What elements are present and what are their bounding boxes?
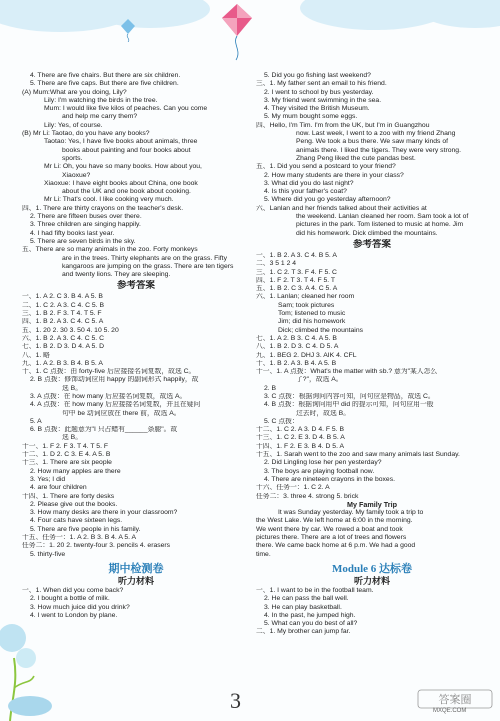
- text-line: 5. Did you go fishing last weekend?: [264, 72, 371, 79]
- text-line: 4. B 点拨：根据询问用中 did 的提示可知，问句应用一般: [264, 401, 434, 409]
- text-line: 十一、1. F 2. F 3. T 4. T 5. F: [22, 442, 108, 450]
- text-line: about the UK and one book about cooking.: [62, 188, 191, 196]
- text-line: 四、1. F 2. T 3. T 4. F 5. T: [256, 276, 336, 284]
- text-line: the West Lake. We left home at 6:00 in the morning.: [256, 517, 413, 525]
- text-line: 5. My mum bought some eggs.: [264, 113, 358, 121]
- text-line: 过去时，故选 B。: [296, 409, 350, 417]
- text-line: there. We came back home at 6 p.m. We had a good: [256, 542, 416, 550]
- text-line: sports.: [62, 154, 83, 162]
- text-line: Xiaoxue: I have eight books about China, one book: [44, 179, 198, 187]
- text-line: 十四、1. There are forty desks: [22, 492, 115, 500]
- text-line: and twenty lions. They are sleeping.: [62, 271, 171, 279]
- trip-lines: [256, 509, 488, 559]
- text-line: 六、Lanlan and her friends talked about their activities at: [256, 204, 427, 212]
- text-line: 四、Hello, I'm Tim. I'm from the UK, but I'm in Guangzhou: [256, 121, 430, 129]
- text-line: Xiaoxue?: [62, 171, 91, 179]
- text-line: Peng. We took a bus there. We saw many kinds of: [296, 138, 449, 146]
- text-line: 八、1. 略: [22, 351, 50, 359]
- text-line: 二、3 5 1 2 4: [256, 260, 297, 268]
- text-line: books about painting and four books about: [62, 146, 191, 154]
- text-line: 六、1. Lanlan; cleaned her room: [256, 293, 355, 301]
- text-line: Lily: I'm watching the birds in the tree.: [44, 96, 158, 104]
- text-line: 三、1. My father sent an email to his friend.: [256, 80, 387, 88]
- answer-key-heading: 参考答案: [352, 239, 391, 250]
- text-line: animals there. I liked the tigers. They were very strong.: [296, 146, 461, 154]
- left-column: [22, 72, 250, 620]
- text-line: 2. I bought a bottle of milk.: [30, 595, 110, 603]
- text-line: 十三、1. C 2. E 3. D 4. B 5. A: [256, 434, 345, 442]
- text-line: Mr Li: That's cool. I like cooking very much.: [44, 196, 174, 204]
- text-line: 十三、1. There are six people: [22, 459, 112, 467]
- text-line: 选 B。: [62, 384, 83, 392]
- text-line: 4. A 点拨：在 how many 后应接接名词复数，并且在疑问: [30, 401, 201, 409]
- text-line: 八、1. B 2. D 3. C 4. D 5. A: [256, 343, 339, 351]
- text-line: 六、1. B 2. A 3. C 4. C 5. C: [22, 334, 104, 342]
- text-line: 十五、任务一：1. A 2. B 3. B 4. A 5. A: [22, 534, 137, 542]
- text-line: 3. Three children are singing happily.: [30, 221, 141, 229]
- text-line: 6. B 点拨：此题意为"I 只占蜡有______条腿"。故: [30, 426, 178, 434]
- text-line: 五、1. Did you send a postcard to your friend?: [256, 163, 396, 171]
- right-column: [256, 72, 488, 637]
- text-line: 4. In the past, he jumped high.: [264, 611, 356, 619]
- text-line: 4. There are nineteen crayons in the boxes.: [264, 475, 395, 483]
- text-line: 四、1. There are thirty crayons on the teacher's desk.: [22, 204, 184, 212]
- text-line: 一、1. When did you come back?: [22, 586, 124, 594]
- text-line: are in the trees. Thirty elephants are on the grass. Fifty: [62, 254, 227, 262]
- text-line: 4. I had fifty books last year.: [30, 229, 115, 237]
- cloud-icon: [420, 0, 500, 28]
- text-line: 一、1. I want to be in the football team.: [256, 586, 374, 594]
- kite-icon: [120, 18, 136, 42]
- text-line: 5. There are seven birds in the sky.: [30, 237, 136, 245]
- text-line: did his homework. Dick climbed the mountains.: [296, 229, 438, 237]
- right-listening-lines: [256, 587, 488, 637]
- text-line: 任务二：3. three 4. strong 5. brick: [256, 492, 359, 500]
- text-line: 2. He can pass the ball well.: [264, 595, 349, 603]
- text-line: 任务二：1. 20 2. twenty-four 3. pencils 4. erasers: [22, 542, 171, 550]
- midterm-title: 期中检测卷: [108, 562, 164, 575]
- text-line: 4. are four children: [30, 484, 87, 492]
- text-line: 十、1. B 2. A 3. B 4. A 5. B: [256, 359, 337, 367]
- left-answer-lines: [22, 72, 250, 559]
- text-line: 4. Four cats have sixteen legs.: [30, 517, 123, 525]
- header-banner: [0, 0, 500, 70]
- text-line: 4. Is this your father's coat?: [264, 188, 347, 196]
- text-line: It was Sunday yesterday. My family took a trip to: [278, 509, 424, 517]
- text-line: 4. I went to London by plane.: [30, 611, 118, 619]
- left-listening-title: 听力材料: [117, 575, 154, 586]
- text-line: 5. C 点拨：: [264, 417, 299, 425]
- text-line: 2. I went to school by bus yesterday.: [264, 88, 374, 96]
- text-line: time.: [256, 550, 271, 558]
- text-line: pictures in the park. Tom listened to music at home. Jim: [296, 221, 464, 229]
- text-line: 十一、1. A 点拨：What's the matter with sb.? 意为"某人怎么: [256, 368, 438, 376]
- text-line: 一、1. A 2. C 3. B 4. A 5. B: [22, 293, 103, 301]
- text-line: 选 B。: [62, 434, 83, 442]
- text-line: (A) Mum:What are you doing, Lily?: [22, 88, 127, 96]
- text-line: 2. B 点拨：修饰动词应用 happy 的副词形式 happily，故: [30, 376, 199, 384]
- text-line: 2. Please give out the books.: [30, 500, 118, 508]
- text-line: 3. The boys are playing football now.: [264, 467, 375, 475]
- module-title: Module 6 达标卷: [331, 562, 413, 575]
- text-line: pictures there. There are a lot of trees and flowers: [256, 534, 407, 542]
- kite-icon: [220, 2, 254, 62]
- text-line: 三、1. B 2. F 3. T 4. T 5. F: [22, 310, 102, 318]
- text-line: 5. There are five people in his family.: [30, 525, 141, 533]
- watermark-text: MXQE.COM: [433, 708, 467, 714]
- text-line: 句中 be 动词应放在 there 前，故选 A。: [62, 409, 181, 417]
- text-line: 五、There are so many animals in the zoo. Forty monkeys: [22, 246, 198, 254]
- text-line: 5. A: [30, 417, 42, 425]
- text-line: 二、1. My brother can jump far.: [256, 628, 351, 636]
- text-line: 2. How many students are there in your class?: [264, 171, 404, 179]
- text-line: 2. Did Lingling lose her pen yesterday?: [264, 459, 382, 467]
- text-line: 十二、1. C 2. A 3. D 4. F 5. B: [256, 426, 345, 434]
- text-line: Sam; took pictures: [278, 301, 335, 309]
- right-listening-title: 听力材料: [353, 575, 390, 586]
- text-line: 5. There are five caps. But there are five children.: [30, 80, 179, 88]
- right-answer-lines: [256, 72, 488, 501]
- text-line: Lily: Yes, of course.: [44, 121, 103, 129]
- text-line: 九、1. BEG 2. DHJ 3. AIK 4. CFL: [256, 351, 357, 359]
- text-line: 4. There are five chairs. But there are six children.: [30, 72, 181, 79]
- text-line: 5. Where did you go yesterday afternoon?: [264, 196, 391, 204]
- text-line: Dick; climbed the mountains: [278, 326, 363, 334]
- text-line: 三、1. C 2. T 3. F 4. F 5. C: [256, 268, 337, 276]
- text-line: 3. My friend went swimming in the sea.: [264, 96, 382, 104]
- svg-text:答案圈: 答案圈: [438, 693, 472, 706]
- text-line: 十、1. C 点拨：由 forty-five 后应接接名词复数，故选 C。: [22, 368, 196, 376]
- text-line: 2. How many apples are there: [30, 467, 121, 475]
- text-line: 五、1. 20 2. 30 3. 50 4. 10 5. 20: [22, 326, 119, 334]
- text-line: 十二、1. D 2. C 3. E 4. A 5. B: [22, 451, 111, 459]
- text-line: 3. What did you do last night?: [264, 179, 354, 187]
- text-line: Taotao: Yes, I have five books about animals, three: [44, 138, 198, 146]
- text-line: 十四、1. F 2. E 3. B 4. D 5. A: [256, 442, 345, 450]
- text-line: 3. Yes; I did: [30, 475, 66, 483]
- text-line: Zhang Peng liked the cute pandas best.: [296, 154, 416, 162]
- text-line: (B) Mr Li: Taotao, do you have any books?: [22, 130, 150, 138]
- text-line: 四、1. B 2. A 3. C 4. C 5. A: [22, 318, 104, 326]
- text-line: 2. There are fifteen buses over there.: [30, 213, 142, 221]
- text-line: 一、1. B 2. A 3. C 4. B 5. A: [256, 251, 337, 259]
- page-number: 3: [230, 688, 241, 713]
- text-line: 3. How much juice did you drink?: [30, 603, 130, 611]
- text-line: 2. B: [264, 384, 277, 392]
- text-line: 七、1. B 2. D 3. D 4. A 5. D: [22, 343, 104, 351]
- text-line: 五、1. B 2. C 3. A 4. C 5. A: [256, 285, 338, 293]
- text-line: 4. They visited the British Museum.: [264, 105, 370, 113]
- text-line: now. Last week, I went to a zoo with my friend Zhang: [296, 130, 456, 138]
- text-line: 3. C 点拨：根据询问内容可知，问句应是物品，故选 C。: [264, 392, 435, 400]
- text-line: Mr Li: Oh, you have so many books. How about you,: [44, 163, 202, 171]
- text-line: Tom; listened to music: [278, 310, 346, 318]
- text-line: Jim; did his homework: [278, 318, 346, 326]
- text-line: and help me carry them?: [62, 113, 138, 121]
- text-line: 3. He can play basketball.: [264, 603, 342, 611]
- plant-decoration-icon: [0, 588, 60, 721]
- text-line: Mum: I would like five kilos of peaches. Can you come: [44, 105, 208, 113]
- text-line: 二、1. C 2. A 3. C 4. C 5. B: [22, 301, 104, 309]
- text-line: 十五、1. Sarah went to the zoo and saw many animals last Sunday.: [256, 451, 460, 459]
- text-line: kangaroos are jumping on the grass. There are ten tigers: [62, 262, 234, 270]
- text-line: We went there by car. We rowed a boat and took: [256, 525, 403, 533]
- trip-title: My Family Trip: [347, 499, 397, 509]
- text-line: 5. What can you do best of all?: [264, 620, 358, 628]
- answer-key-heading: 参考答案: [116, 281, 155, 292]
- text-line: 3. How many desks are there in your classroom?: [30, 509, 178, 517]
- text-line: 了?"，故选 A。: [296, 376, 343, 384]
- text-line: 十六、任务一：1. C 2. A: [256, 484, 330, 492]
- text-line: 3. A 点拨：在 how many 后应接名词复数，故选 A。: [30, 392, 187, 400]
- text-line: the weekend. Lanlan cleaned her room. Sam took a lot of: [296, 213, 469, 221]
- text-line: 九、1. A 2. B 3. B 4. B 5. A: [22, 359, 103, 367]
- text-line: 5. thirty-five: [30, 550, 66, 558]
- text-line: 七、1. A 2. B 3. C 4. A 5. B: [256, 334, 337, 342]
